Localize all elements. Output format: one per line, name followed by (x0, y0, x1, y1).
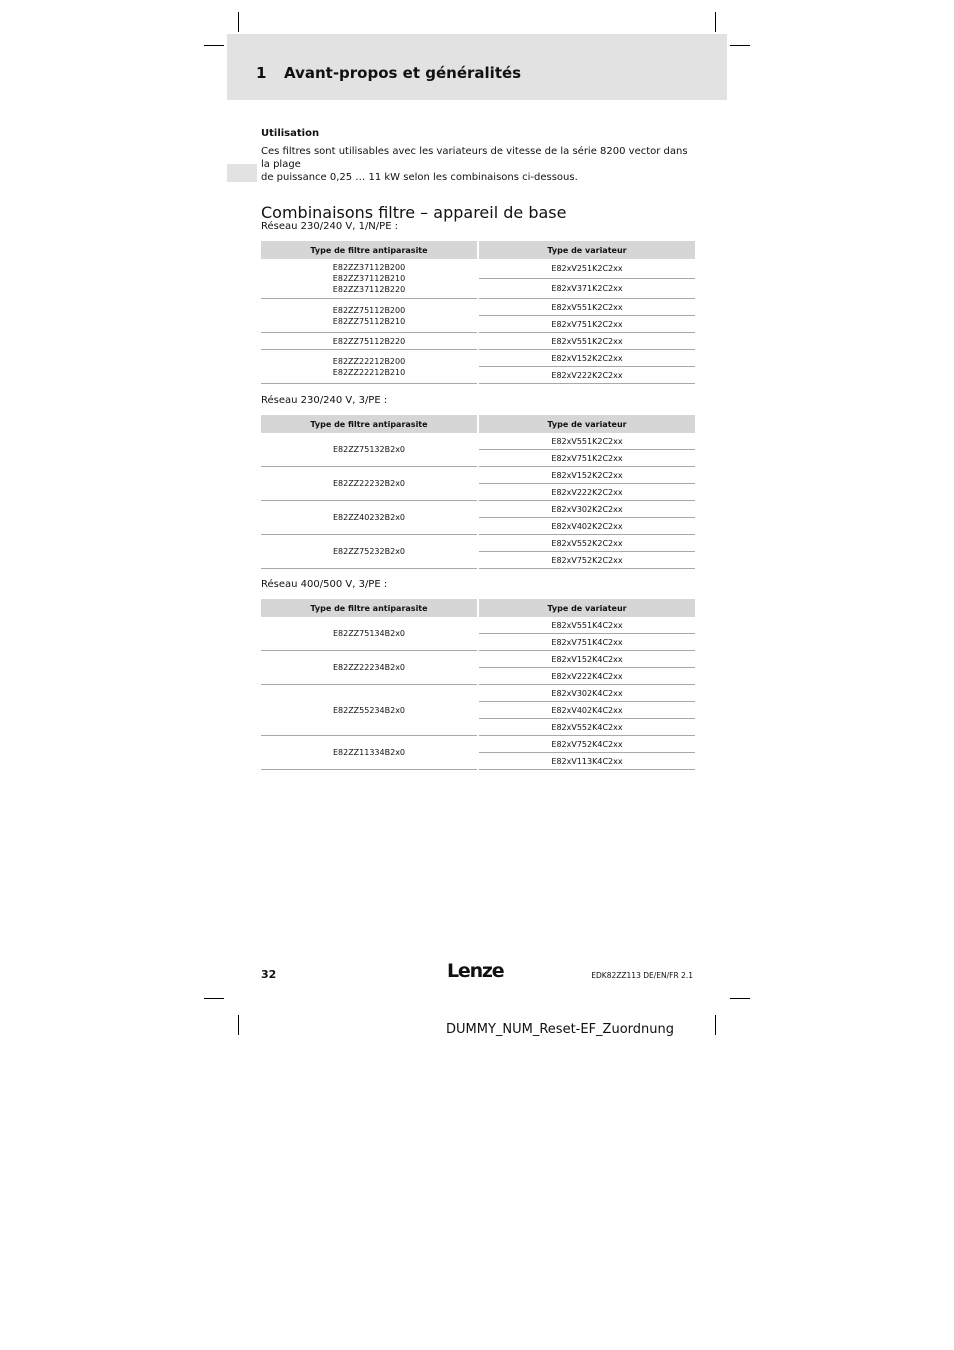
inverter-cell: E82xV402K2C2xx (479, 518, 695, 535)
table-label: Réseau 230/240 V, 3/PE : (261, 395, 388, 406)
crop-mark (238, 1015, 239, 1035)
table-label: Réseau 400/500 V, 3/PE : (261, 579, 388, 590)
section-use-heading: Utilisation (261, 128, 320, 139)
crop-mark (238, 12, 239, 32)
crop-mark (204, 998, 224, 999)
inverter-cell: E82xV302K4C2xx (479, 685, 695, 702)
inverter-cell: E82xV751K2C2xx (479, 450, 695, 467)
dummy-field-text: DUMMY_NUM_Reset-EF_Zuordnung (446, 1022, 674, 1037)
lenze-logo: Lenze (447, 960, 504, 982)
inverter-cell: E82xV551K4C2xx (479, 617, 695, 634)
section-use (261, 128, 695, 184)
combo-table-1 (261, 241, 695, 384)
inverter-cell: E82xV251K2C2xx (479, 259, 695, 279)
filter-cell: E82ZZ75132B2x0 (261, 433, 477, 467)
section-combo-heading: Combinaisons filtre – appareil de base (261, 203, 567, 222)
text-line: de puissance 0,25 … 11 kW selon les combinaisons ci-dessous. (261, 172, 578, 183)
column-header-filter: Type de filtre antiparasite (261, 599, 477, 617)
inverter-cell: E82xV552K4C2xx (479, 719, 695, 736)
inverter-cell: E82xV552K2C2xx (479, 535, 695, 552)
filter-cell: E82ZZ75134B2x0 (261, 617, 477, 651)
section-use-text (261, 145, 695, 184)
inverter-cell: E82xV152K2C2xx (479, 350, 695, 367)
column-header-inverter: Type de variateur (479, 599, 695, 617)
table-label: Réseau 230/240 V, 1/N/PE : (261, 221, 399, 232)
inverter-cell: E82xV152K4C2xx (479, 651, 695, 668)
inverter-cell: E82xV302K2C2xx (479, 501, 695, 518)
filter-cell: E82ZZ40232B2x0 (261, 501, 477, 535)
filter-cell: E82ZZ22234B2x0 (261, 651, 477, 685)
side-tab-marker (227, 164, 257, 182)
filter-cell: E82ZZ75112B220 (261, 333, 477, 350)
inverter-cell: E82xV222K2C2xx (479, 367, 695, 384)
combo-table-2 (261, 415, 695, 569)
inverter-cell: E82xV752K4C2xx (479, 736, 695, 753)
combo-table-3 (261, 599, 695, 770)
column-header-filter: Type de filtre antiparasite (261, 241, 477, 259)
filter-cell: E82ZZ11334B2x0 (261, 736, 477, 770)
crop-mark (730, 45, 750, 46)
page-number: 32 (261, 968, 277, 981)
inverter-cell: E82xV751K4C2xx (479, 634, 695, 651)
inverter-cell: E82xV371K2C2xx (479, 279, 695, 299)
filter-cell: E82ZZ55234B2x0 (261, 685, 477, 736)
inverter-cell: E82xV751K2C2xx (479, 316, 695, 333)
inverter-cell: E82xV752K2C2xx (479, 552, 695, 569)
inverter-cell: E82xV222K2C2xx (479, 484, 695, 501)
crop-mark (204, 45, 224, 46)
inverter-cell: E82xV152K2C2xx (479, 467, 695, 484)
column-header-filter: Type de filtre antiparasite (261, 415, 477, 433)
filter-cell: E82ZZ22232B2x0 (261, 467, 477, 501)
inverter-cell: E82xV402K4C2xx (479, 702, 695, 719)
chapter-title-text: Avant-propos et généralités (284, 64, 522, 82)
column-header-inverter: Type de variateur (479, 415, 695, 433)
text-line: Ces filtres sont utilisables avec les variateurs de vitesse de la série 8200 vector dans la plage (261, 146, 688, 170)
inverter-cell: E82xV551K2C2xx (479, 333, 695, 350)
column-header-inverter: Type de variateur (479, 241, 695, 259)
filter-cell: E82ZZ22212B200 E82ZZ22212B210 (261, 350, 477, 384)
document-reference: EDK82ZZ113 DE/EN/FR 2.1 (591, 971, 693, 980)
inverter-cell: E82xV222K4C2xx (479, 668, 695, 685)
filter-cell: E82ZZ37112B200 E82ZZ37112B210 E82ZZ37112B220 (261, 259, 477, 299)
filter-cell: E82ZZ75232B2x0 (261, 535, 477, 569)
crop-mark (730, 998, 750, 999)
filter-cell: E82ZZ75112B200 E82ZZ75112B210 (261, 299, 477, 333)
chapter-title (256, 64, 521, 82)
inverter-cell: E82xV551K2C2xx (479, 299, 695, 316)
inverter-cell: E82xV551K2C2xx (479, 433, 695, 450)
inverter-cell: E82xV113K4C2xx (479, 753, 695, 770)
chapter-number: 1 (256, 64, 267, 82)
crop-mark (715, 12, 716, 32)
crop-mark (715, 1015, 716, 1035)
